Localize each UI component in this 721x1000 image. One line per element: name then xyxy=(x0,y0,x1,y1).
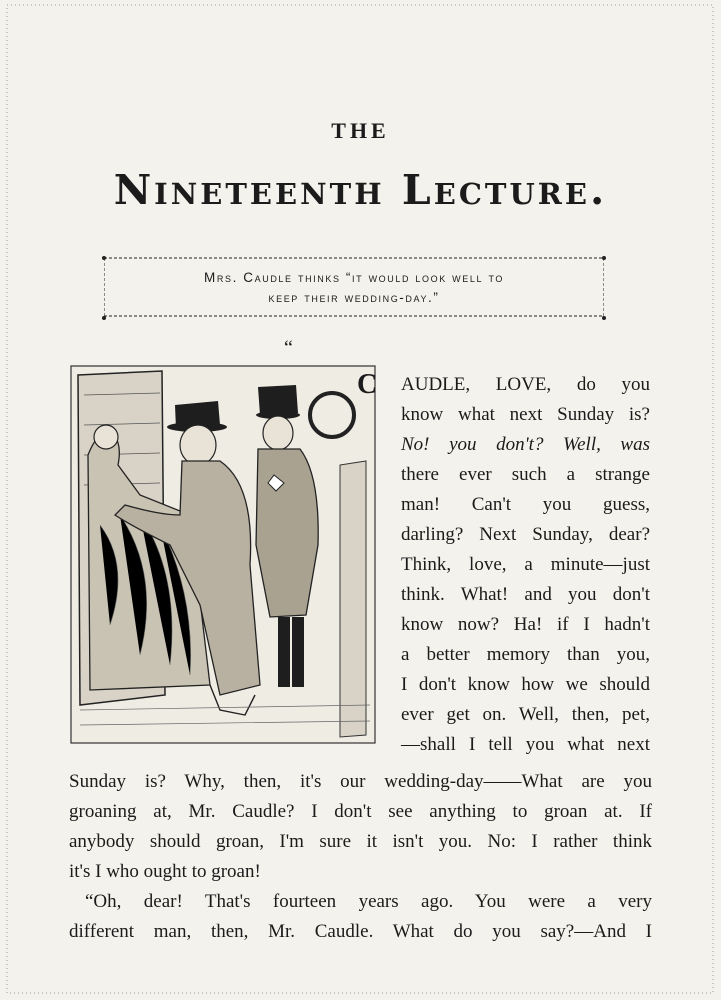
text-line: “Oh, dear! That's fourteen years ago. You were a very xyxy=(85,891,652,912)
ornament-dot xyxy=(602,256,606,260)
text-line: a better memory than you, xyxy=(401,644,650,665)
text-line: AUDLE, LOVE, do you xyxy=(401,374,650,395)
ornament-dot xyxy=(602,316,606,320)
text-line: know now? Ha! if I hadn't xyxy=(401,614,650,635)
ornament-dot xyxy=(102,316,106,320)
heading-the: THE xyxy=(331,118,390,143)
ornament-dot xyxy=(102,256,106,260)
text-line: think. What! and you don't xyxy=(401,584,650,605)
text-line: there ever such a strange xyxy=(401,464,650,485)
text-line: different man, then, Mr. Caudle. What do you say?—And I xyxy=(69,921,652,942)
chapter-title: Nineteenth Lecture. xyxy=(113,166,608,214)
wrapped-paragraph xyxy=(401,370,650,760)
text-line: groaning at, Mr. Caudle? I don't see anything to groan at. If xyxy=(69,801,652,822)
text-line: Think, love, a minute—just xyxy=(401,554,650,575)
text-line: darling? Next Sunday, dear? xyxy=(401,524,650,545)
caption-line-2: keep their wedding-day.” xyxy=(268,290,440,305)
text-line: know what next Sunday is? xyxy=(401,404,650,425)
caption-line-1: Mrs. Caudle thinks “it would look well to xyxy=(204,270,504,285)
full-width-paragraph xyxy=(69,767,652,947)
opening-quote: “ xyxy=(284,337,293,359)
text-line: I don't know how we should xyxy=(401,674,650,695)
drop-cap: C xyxy=(357,369,378,400)
text-line: —shall I tell you what next xyxy=(401,734,650,755)
text-line: No! you don't? Well, was xyxy=(401,434,650,455)
text-line: ever get on. Well, then, pet, xyxy=(401,704,650,725)
text-line: it's I who ought to groan! xyxy=(69,861,261,882)
caption-box xyxy=(104,256,604,318)
text-line: anybody should groan, I'm sure it isn't you. No: I rather think xyxy=(69,831,652,852)
illustration xyxy=(70,365,376,744)
caption-text xyxy=(104,268,604,308)
text-line: man! Can't you guess, xyxy=(401,494,650,515)
text-line: Sunday is? Why, then, it's our wedding-day——What are you xyxy=(69,771,652,792)
